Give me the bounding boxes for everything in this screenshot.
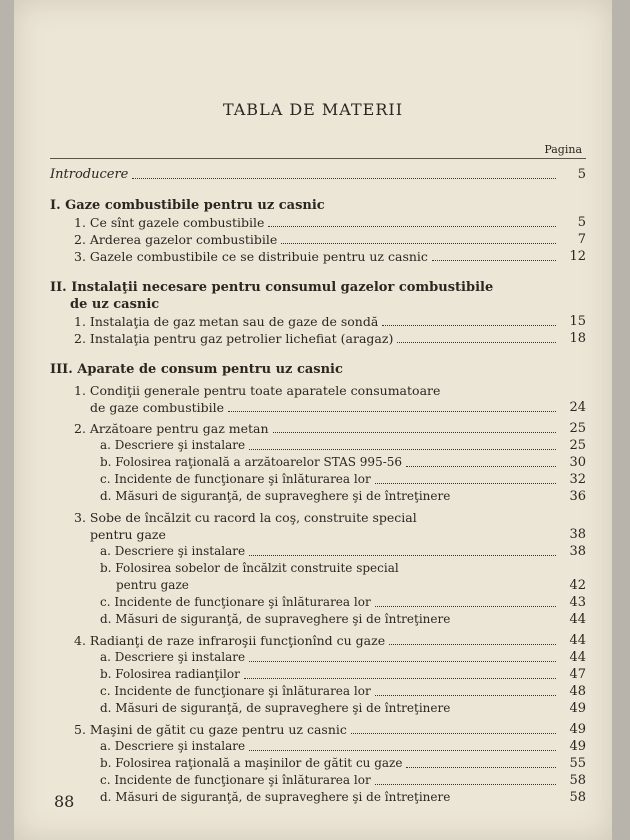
toc-entry-3-3-b[interactable]: b. Folosirea sobelor de încălzit construite special xyxy=(100,561,399,575)
page-number: 88 xyxy=(54,792,75,811)
toc-entry-3-3-c[interactable]: c. Incidente de funcţionare şi înlăturarea lor 43 xyxy=(100,595,586,610)
toc-entry-3-3-a[interactable]: a. Descriere şi instalare 38 xyxy=(100,544,586,559)
table-of-contents xyxy=(50,166,586,806)
toc-entry-3-2-d[interactable]: d. Măsuri de siguranţă, de supraveghere şi de întreţinere 36 xyxy=(100,489,586,504)
toc-entry-1-2[interactable]: 2. Arderea gazelor combustibile 7 xyxy=(74,232,586,247)
toc-entry-3-5-a[interactable]: a. Descriere şi instalare 49 xyxy=(100,739,586,754)
toc-entry-3-5-d[interactable]: d. Măsuri de siguranţă, de supraveghere şi de întreţinere 58 xyxy=(100,790,586,805)
toc-entry-3-3-continued[interactable]: pentru gaze 38 xyxy=(90,527,586,542)
toc-entry-3-2-a[interactable]: a. Descriere şi instalare 25 xyxy=(100,438,586,453)
page-title: TABLA DE MATERII xyxy=(222,100,404,119)
toc-chapter-2[interactable]: II. Instalaţii necesare pentru consumul gazelor combustibile xyxy=(50,280,494,295)
toc-entry-3-3[interactable]: 3. Sobe de încălzit cu racord la coş, construite special xyxy=(74,510,417,525)
toc-entry-3-2-b[interactable]: b. Folosirea raţională a arzătoarelor STAS 995-56 30 xyxy=(100,455,586,470)
toc-entry-3-3-b-continued[interactable]: pentru gaze 42 xyxy=(116,578,586,593)
toc-entry-3-1[interactable]: 1. Condiţii generale pentru toate aparatele consumatoare xyxy=(74,383,441,398)
toc-chapter-3[interactable]: III. Aparate de consum pentru uz casnic xyxy=(50,362,343,377)
toc-entry-3-4-b[interactable]: b. Folosirea radianţilor 47 xyxy=(100,667,586,682)
toc-entry-3-1-continued[interactable]: de gaze combustibile 24 xyxy=(90,400,586,415)
toc-chapter-1[interactable]: I. Gaze combustibile pentru uz casnic xyxy=(50,198,325,213)
toc-entry-3-4-a[interactable]: a. Descriere şi instalare 44 xyxy=(100,650,586,665)
toc-entry-3-4-c[interactable]: c. Incidente de funcţionare şi înlăturarea lor 48 xyxy=(100,684,586,699)
toc-entry-1-1[interactable]: 1. Ce sînt gazele combustibile 5 xyxy=(74,215,586,230)
toc-entry-3-4[interactable]: 4. Radianţi de raze infraroşii funcţionînd cu gaze 44 xyxy=(74,633,586,648)
toc-entry-1-3[interactable]: 3. Gazele combustibile ce se distribuie pentru uz casnic 12 xyxy=(74,249,586,264)
page-column-label: Pagina xyxy=(544,143,582,156)
toc-entry-3-4-d[interactable]: d. Măsuri de siguranţă, de supraveghere şi de întreţinere 49 xyxy=(100,701,586,716)
toc-entry-3-2-c[interactable]: c. Incidente de funcţionare şi înlăturarea lor 32 xyxy=(100,472,586,487)
toc-entry-2-1[interactable]: 1. Instalaţia de gaz metan sau de gaze de sondă 15 xyxy=(74,314,586,329)
toc-chapter-2-continued: de uz casnic xyxy=(70,297,160,312)
header-rule xyxy=(50,158,586,159)
toc-entry-3-2[interactable]: 2. Arzătoare pentru gaz metan 25 xyxy=(74,421,586,436)
toc-entry-3-5-b[interactable]: b. Folosirea raţională a maşinilor de gătit cu gaze 55 xyxy=(100,756,586,771)
toc-entry-2-2[interactable]: 2. Instalaţia pentru gaz petrolier lichefiat (aragaz) 18 xyxy=(74,331,586,346)
toc-entry-introducere[interactable]: Introducere 5 xyxy=(50,167,586,182)
book-page xyxy=(14,0,612,840)
toc-entry-3-3-d[interactable]: d. Măsuri de siguranţă, de supraveghere şi de întreţinere 44 xyxy=(100,612,586,627)
toc-entry-3-5-c[interactable]: c. Incidente de funcţionare şi înlăturarea lor 58 xyxy=(100,773,586,788)
toc-entry-3-5[interactable]: 5. Maşini de gătit cu gaze pentru uz casnic 49 xyxy=(74,722,586,737)
